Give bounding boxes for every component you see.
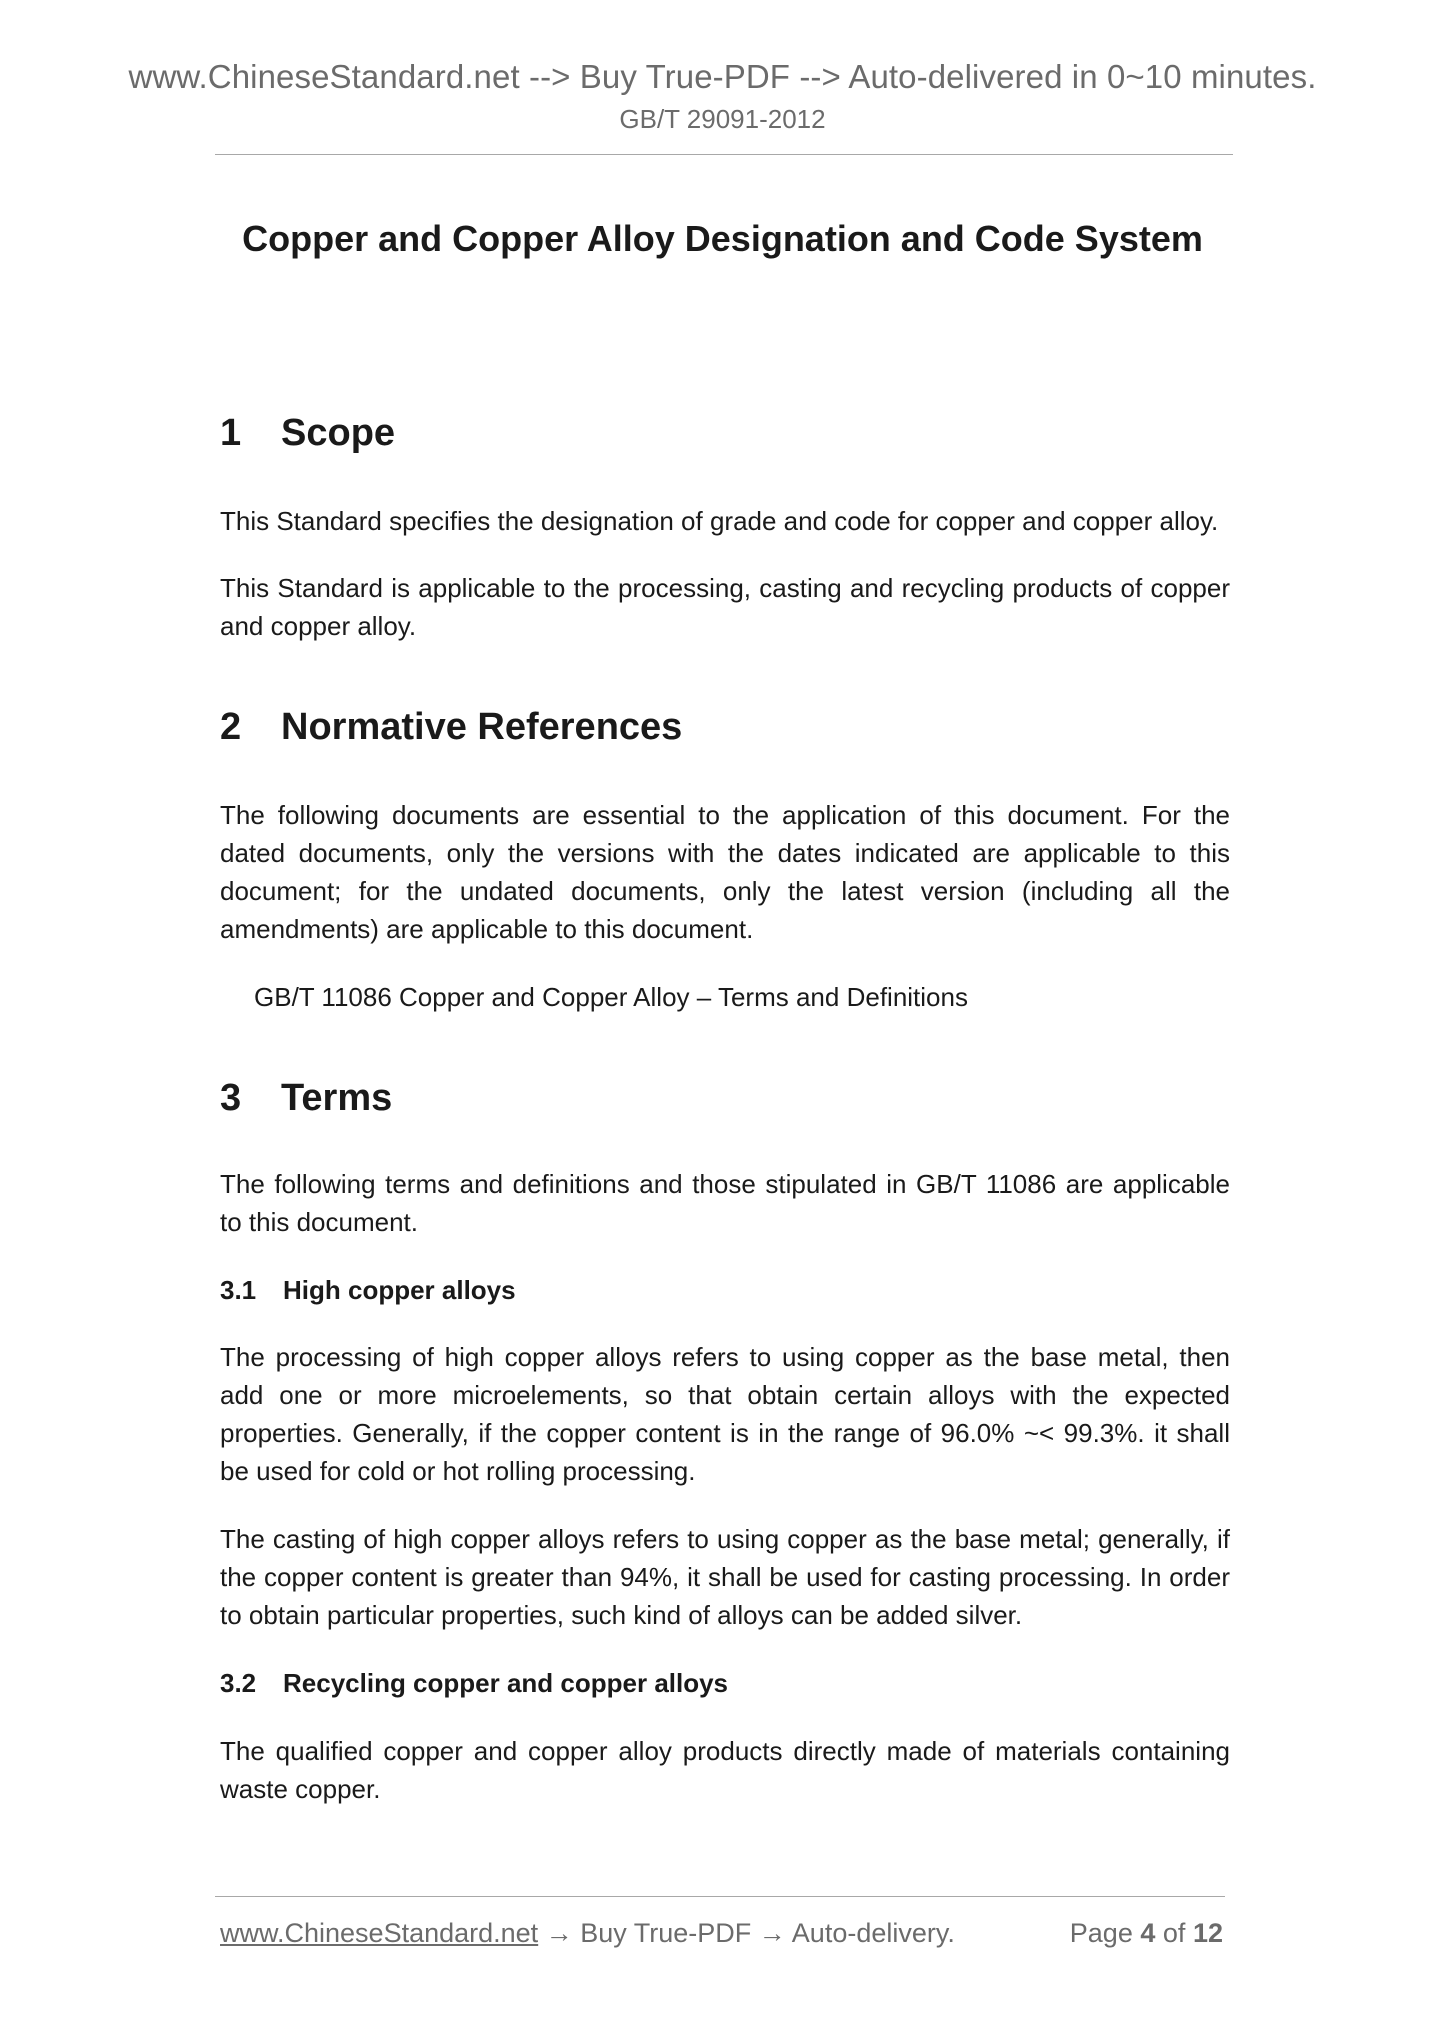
page-label: Page bbox=[1069, 1918, 1133, 1948]
high-copper-paragraph-2: The casting of high copper alloys refers to using copper as the base metal; generally, if the copper content is greater than 94%, it shall be used for casting processing. In order to obtain particular properties, such kind of alloys can be added silver. bbox=[220, 1524, 1230, 1630]
section-2-title: Normative References bbox=[281, 706, 683, 748]
page-number: 4 bbox=[1140, 1918, 1156, 1948]
footer-arrow-1-icon: → bbox=[545, 1918, 573, 1948]
section-3-heading bbox=[220, 1077, 392, 1120]
footer-delivery-text: Auto-delivery. bbox=[791, 1918, 955, 1948]
page-indicator bbox=[1070, 1918, 1223, 1949]
footer-promo bbox=[220, 1918, 955, 1949]
section-1-title: Scope bbox=[281, 412, 396, 454]
terms-paragraph-1: The following terms and definitions and those stipulated in GB/T 11086 are applicable to this document. bbox=[220, 1169, 1230, 1237]
subsection-3-2-title: Recycling copper and copper alloys bbox=[283, 1668, 729, 1698]
section-1-heading bbox=[220, 412, 395, 455]
of-label: of bbox=[1162, 1918, 1186, 1948]
footer-site-link[interactable]: www.ChineseStandard.net bbox=[220, 1918, 539, 1948]
header-divider bbox=[215, 154, 1233, 155]
footer-arrow-2-icon: → bbox=[758, 1918, 786, 1948]
normative-paragraph-1: The following documents are essential to the application of this document. For the dated documents, only the versions with the dates indicated are applicable to this document; for the undated documents, only the latest version (including all the amendments) are applicable to this document. bbox=[220, 800, 1230, 944]
subsection-3-1-title: High copper alloys bbox=[283, 1275, 516, 1305]
high-copper-paragraph-1: The processing of high copper alloys refers to using copper as the base metal, then add one or more microelements, so that obtain certain alloys with the expected properties. Generally, if the copper content is in the range of 96.0% ~< 99.3%. it shall be used for cold or hot rolling processing. bbox=[220, 1342, 1230, 1486]
document-title: Copper and Copper Alloy Designation and Code System bbox=[242, 218, 1203, 259]
section-2-number: 2 bbox=[220, 706, 242, 748]
section-3-title: Terms bbox=[281, 1077, 393, 1119]
footer-buy-text: Buy True-PDF bbox=[580, 1918, 752, 1948]
recycling-paragraph-1: The qualified copper and copper alloy products directly made of materials containing waste copper. bbox=[220, 1736, 1230, 1804]
subsection-3-2-heading bbox=[220, 1668, 728, 1699]
header-banner: www.ChineseStandard.net --> Buy True-PDF --> Auto-delivered in 0~10 minutes. bbox=[128, 58, 1317, 95]
section-1-number: 1 bbox=[220, 412, 242, 454]
scope-paragraph-1: This Standard specifies the designation of grade and code for copper and copper alloy. bbox=[220, 506, 1219, 536]
section-3-number: 3 bbox=[220, 1077, 242, 1119]
section-2-heading bbox=[220, 706, 682, 749]
subsection-3-1-number: 3.1 bbox=[220, 1275, 257, 1305]
subsection-3-2-number: 3.2 bbox=[220, 1668, 257, 1698]
page-total: 12 bbox=[1192, 1918, 1223, 1948]
normative-reference-item: GB/T 11086 Copper and Copper Alloy – Terms and Definitions bbox=[254, 982, 968, 1012]
header-doc-code: GB/T 29091-2012 bbox=[619, 104, 826, 134]
scope-paragraph-2: This Standard is applicable to the processing, casting and recycling products of copper and copper alloy. bbox=[220, 573, 1230, 641]
subsection-3-1-heading bbox=[220, 1275, 516, 1306]
footer-divider bbox=[215, 1896, 1225, 1897]
